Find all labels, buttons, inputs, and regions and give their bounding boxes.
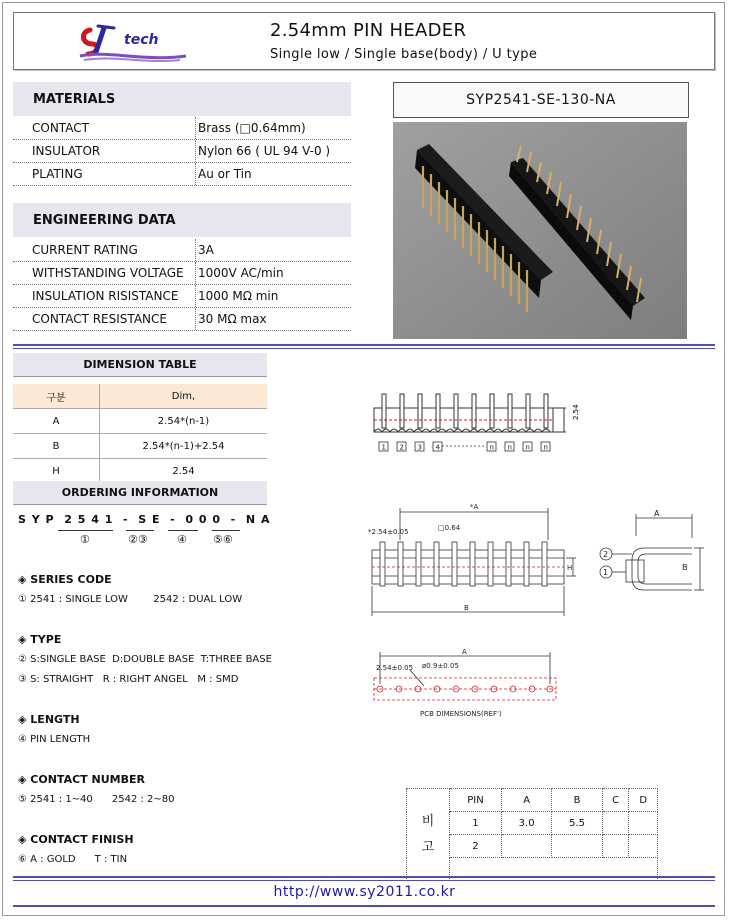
contact-number-line: ⑤ 2541 : 1~40 2542 : 2~80 xyxy=(18,794,175,805)
end-label-one: 1 xyxy=(603,568,609,577)
pcb-dimensions-drawing xyxy=(366,648,566,720)
table-header: C xyxy=(602,789,629,812)
top-label-pitch: *2.54±0.05 xyxy=(368,528,409,536)
contact-finish-title: ◈ CONTACT FINISH xyxy=(18,833,134,846)
table-cell: 1 xyxy=(450,812,502,835)
code-underline xyxy=(168,530,198,531)
materials-heading: MATERIALS xyxy=(13,82,351,116)
length-line: ④ PIN LENGTH xyxy=(18,734,91,745)
table-header-row xyxy=(407,789,658,812)
materials-row xyxy=(13,140,351,163)
pin-number-label: 3 xyxy=(417,443,422,452)
table-header-row xyxy=(13,384,267,409)
row-key: CONTACT RESISTANCE xyxy=(32,312,167,326)
top-label-h: H xyxy=(567,564,573,572)
end-label-a: A xyxy=(654,509,660,518)
side-view-drawing xyxy=(368,388,588,458)
table-cell xyxy=(602,812,629,835)
end-label-two: 2 xyxy=(603,550,609,559)
code-underline xyxy=(126,530,154,531)
pcb-label-hole: ø0.9±0.05 xyxy=(422,662,459,670)
company-logo xyxy=(76,22,196,64)
code-underline xyxy=(212,530,240,531)
table-cell: B xyxy=(13,434,100,459)
pcb-label-pitch: 2.54±0.05 xyxy=(376,664,414,672)
dimension-table-heading: DIMENSION TABLE xyxy=(13,353,267,377)
part-number-box xyxy=(393,82,689,118)
materials-row xyxy=(13,163,351,186)
end-label-b: B xyxy=(682,563,688,572)
end-view-drawing xyxy=(596,508,706,598)
type-line: ③ S: STRAIGHT R : RIGHT ANGEL M : SMD xyxy=(18,674,239,685)
table-cell: 2.54*(n-1) xyxy=(100,409,268,434)
code-marker: ⑤⑥ xyxy=(213,533,233,546)
section-divider xyxy=(13,344,715,349)
length-title: ◈ LENGTH xyxy=(18,713,80,726)
top-label-a: *A xyxy=(470,503,479,511)
product-photo xyxy=(393,122,687,339)
contact-number-title: ◈ CONTACT NUMBER xyxy=(18,773,145,786)
ordering-heading: ORDERING INFORMATION xyxy=(13,481,267,505)
pcb-label-a: A xyxy=(462,648,467,656)
page-subtitle: Single low / Single base(body) / U type xyxy=(270,47,538,62)
footer-divider xyxy=(13,876,715,881)
pcb-caption: PCB DIMENSIONS(REF') xyxy=(420,710,502,718)
table-cell xyxy=(501,835,551,858)
top-view-drawing xyxy=(366,500,586,620)
pin-number-label: n xyxy=(543,443,548,452)
engineering-heading: ENGINEERING DATA xyxy=(13,203,351,237)
row-value: Nylon 66 ( UL 94 V-0 ) xyxy=(198,144,331,158)
materials-row xyxy=(13,117,351,140)
table-cell: 5.5 xyxy=(552,812,602,835)
footer-url-link[interactable]: http://www.sy2011.co.kr xyxy=(273,884,456,900)
table-cell: 2.54 xyxy=(100,459,268,484)
table-cell: A xyxy=(13,409,100,434)
table-cell xyxy=(552,835,602,858)
top-label-pin: □0.64 xyxy=(438,524,461,532)
row-key: PLATING xyxy=(32,167,83,181)
table-header: D xyxy=(629,789,658,812)
row-key: CONTACT xyxy=(32,121,89,135)
footer-rule xyxy=(13,905,715,907)
table-cell: 3.0 xyxy=(501,812,551,835)
code-marker: ④ xyxy=(177,533,187,546)
pin-number-label: n xyxy=(489,443,494,452)
engineering-row xyxy=(13,308,351,331)
table-header: B xyxy=(552,789,602,812)
table-cell: 2 xyxy=(450,835,502,858)
pin-number-label: 4 xyxy=(435,443,440,452)
code-marker: ②③ xyxy=(128,533,148,546)
table-header: PIN xyxy=(450,789,502,812)
table-cell xyxy=(602,835,629,858)
side-dim-label: 2.54 xyxy=(572,404,580,420)
contact-finish-line: ⑥ A : GOLD T : TIN xyxy=(18,854,128,865)
table-header: A xyxy=(501,789,551,812)
engineering-row xyxy=(13,285,351,308)
table-cell xyxy=(629,812,658,835)
ordering-code: S Y P 2 5 4 1 - S E - 0 0 0 - N A xyxy=(18,513,271,526)
row-value: Au or Tin xyxy=(198,167,252,181)
pin-number-label: 1 xyxy=(381,443,386,452)
remarks-label: 비 고 xyxy=(407,789,450,881)
row-key: WITHSTANDING VOLTAGE xyxy=(32,266,184,280)
code-marker: ① xyxy=(80,533,90,546)
page-title: 2.54mm PIN HEADER xyxy=(270,20,467,41)
table-header: Dim, xyxy=(100,384,268,409)
engineering-row xyxy=(13,262,351,285)
row-key: INSULATION RISISTANCE xyxy=(32,289,179,303)
dimension-table xyxy=(13,384,267,484)
series-code-line: ① 2541 : SINGLE LOW 2542 : DUAL LOW xyxy=(18,594,243,605)
row-value: 3A xyxy=(198,243,214,257)
row-value: 1000 MΩ min xyxy=(198,289,279,303)
top-label-b: B xyxy=(464,604,469,612)
logo-text: tech xyxy=(124,32,159,48)
type-title: ◈ TYPE xyxy=(18,633,62,646)
series-code-title: ◈ SERIES CODE xyxy=(18,573,112,586)
code-underline xyxy=(58,530,113,531)
row-value: 30 MΩ max xyxy=(198,312,267,326)
table-cell xyxy=(629,835,658,858)
row-value: Brass (□0.64mm) xyxy=(198,121,306,135)
engineering-row xyxy=(13,239,351,262)
table-row xyxy=(13,434,267,459)
pin-number-label: 2 xyxy=(399,443,404,452)
table-cell: H xyxy=(13,459,100,484)
table-cell: 2.54*(n-1)+2.54 xyxy=(100,434,268,459)
part-number: SYP2541-SE-130-NA xyxy=(466,92,616,108)
row-key: CURRENT RATING xyxy=(32,243,138,257)
row-value: 1000V AC/min xyxy=(198,266,284,280)
row-key: INSULATOR xyxy=(32,144,101,158)
pin-number-label: n xyxy=(507,443,512,452)
table-row xyxy=(13,459,267,484)
type-line: ② S:SINGLE BASE D:DOUBLE BASE T:THREE BASE xyxy=(18,654,272,665)
table-header: 구분 xyxy=(13,384,100,409)
table-row xyxy=(13,409,267,434)
remarks-table xyxy=(406,788,658,881)
pin-number-label: n xyxy=(525,443,530,452)
